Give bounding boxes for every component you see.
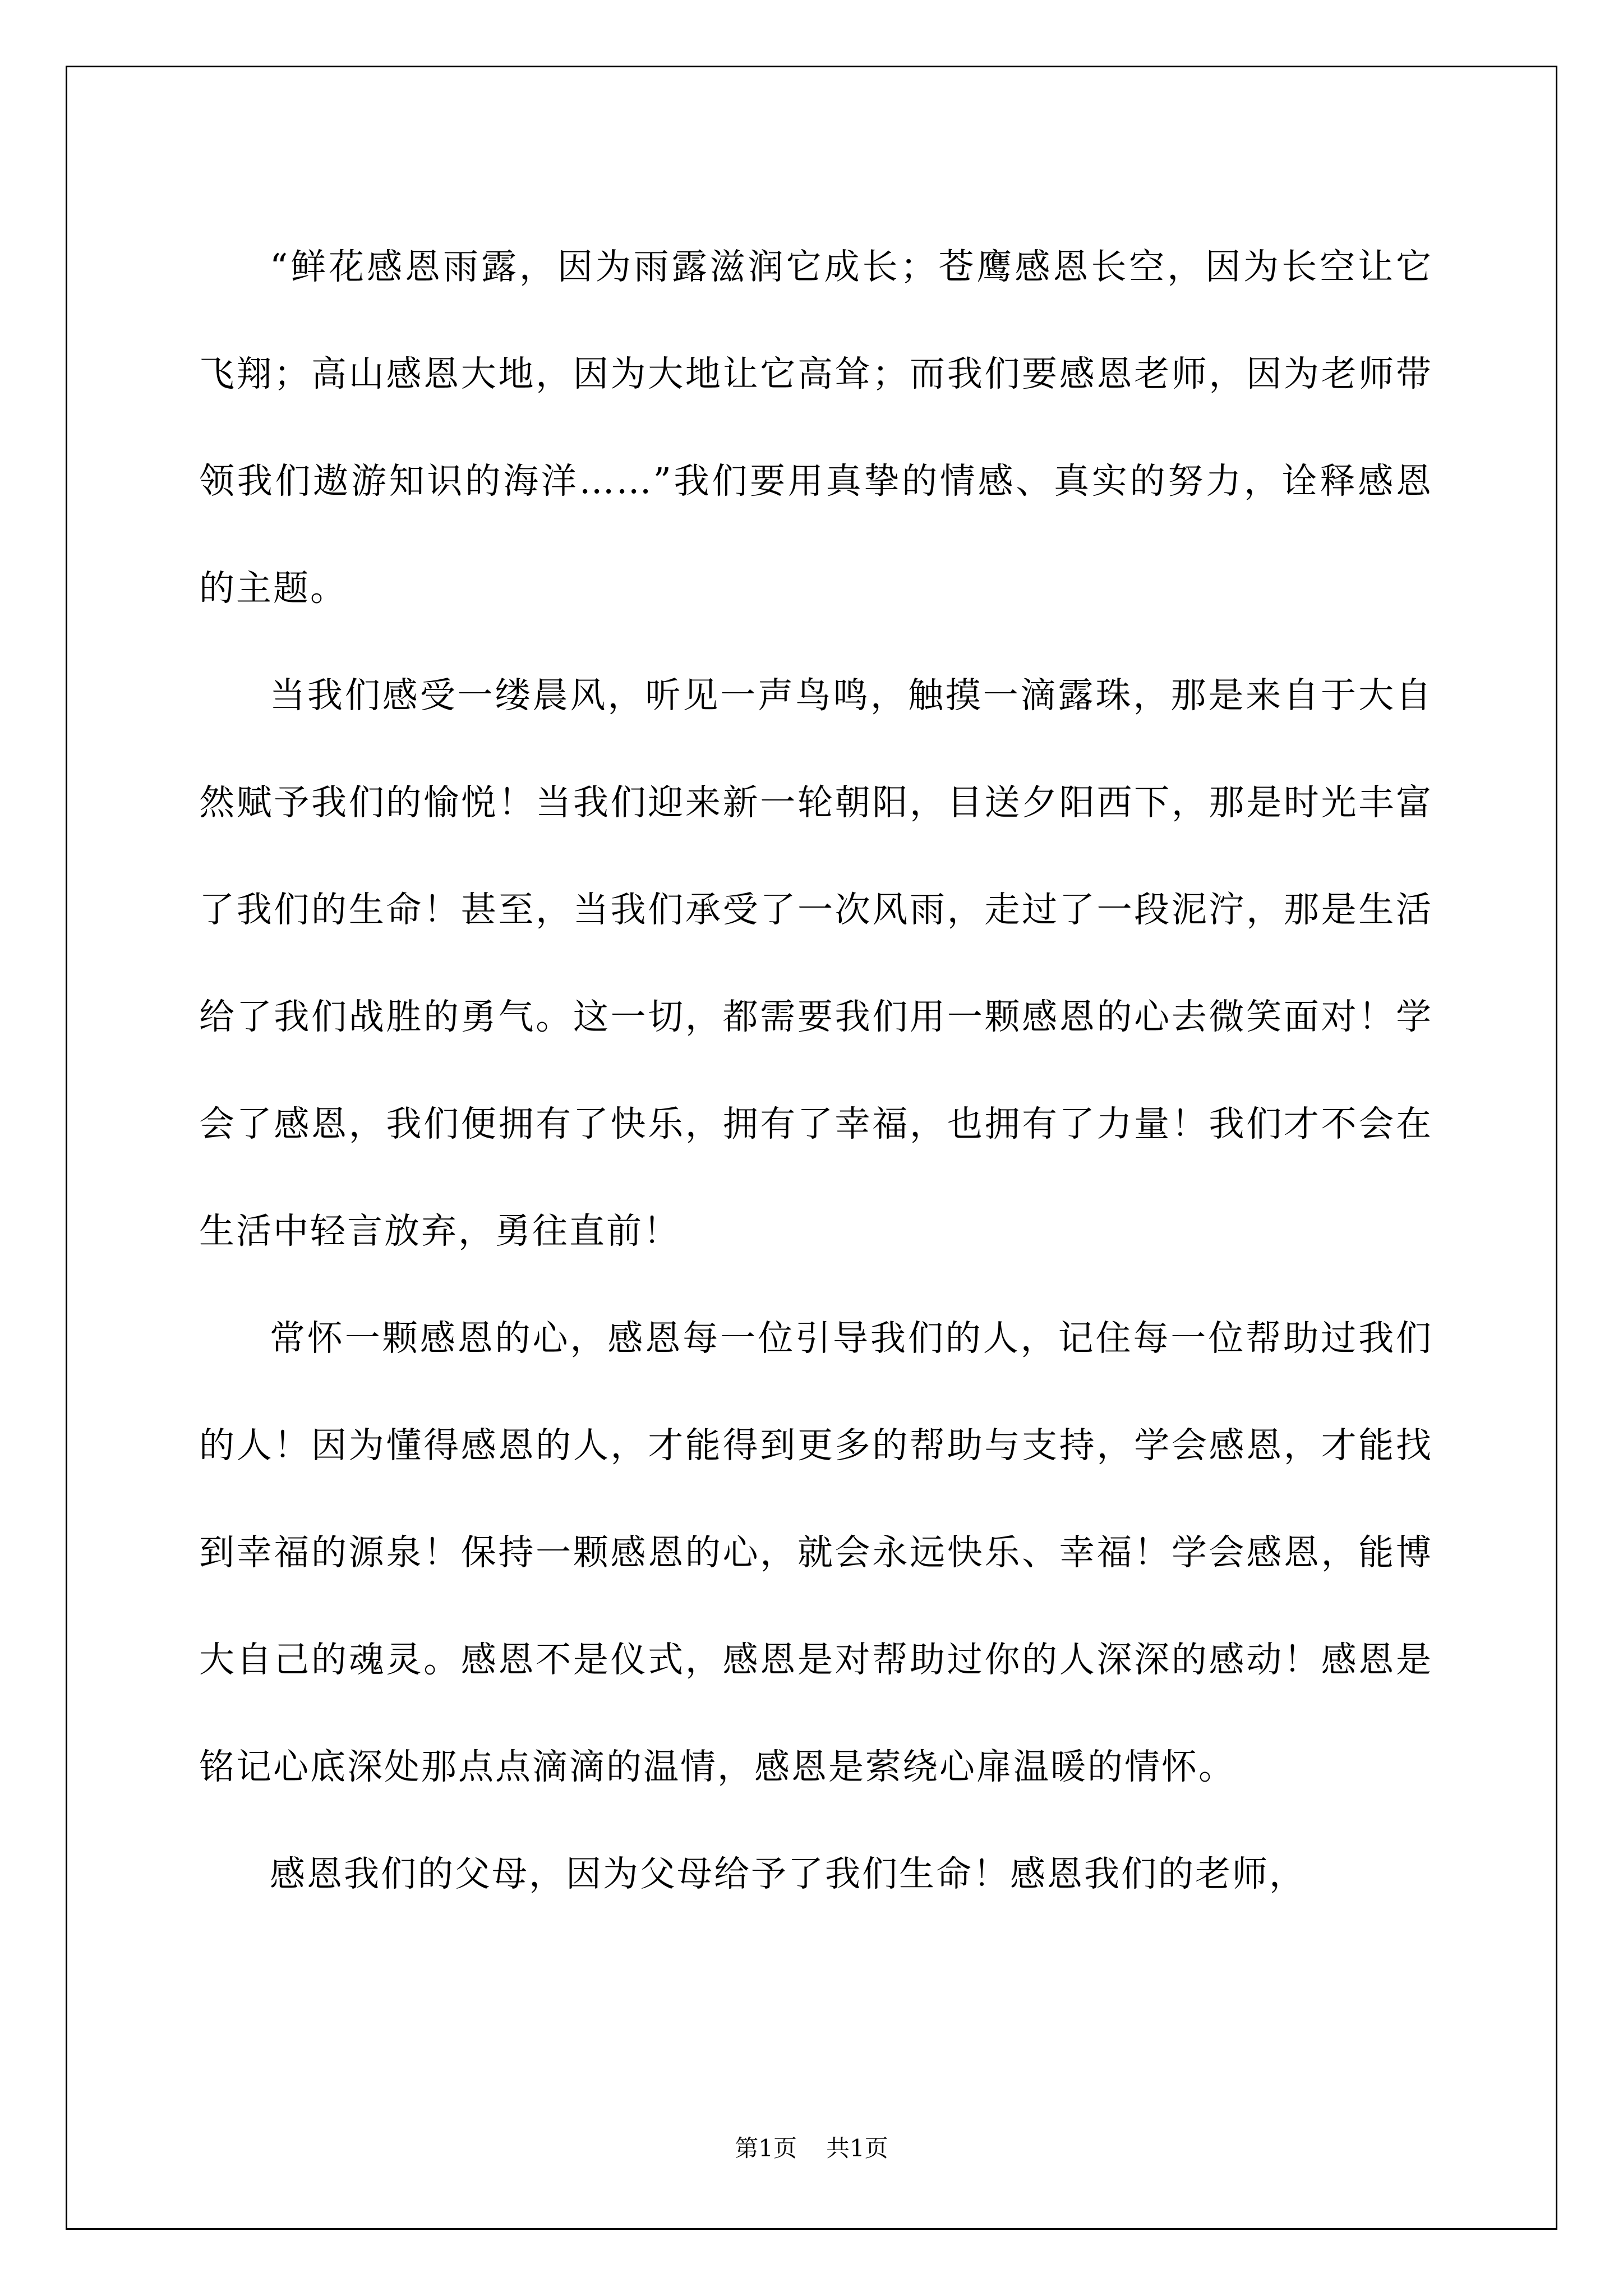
paragraph-4: 感恩我们的父母，因为父母给予了我们生命！感恩我们的老师， — [270, 1853, 1306, 1894]
page-footer — [0, 2132, 1623, 2165]
page-total: 共1页 — [826, 2134, 888, 2162]
document-body — [199, 213, 1433, 1927]
paragraph-2: 当我们感受一缕晨风，听见一声鸟鸣，触摸一滴露珠，那是来自于大自然赋予我们的愉悦！当我们迎来新一轮朝阳，目送夕阳西下，那是时光丰富了我们的生命！甚至，当我们承受了一次风雨，走过了一段泥泞，那是生活给了我们战胜的勇气。这一切，都需要我们用一颗感恩的心去微笑面对！学会了感恩，我们便拥有了快乐，拥有了幸福，也拥有了力量！我们才不会在生活中轻言放弃，勇往直前！ — [199, 675, 1433, 1251]
paragraph-3: 常怀一颗感恩的心，感恩每一位引导我们的人，记住每一位帮助过我们的人！因为懂得感恩的人，才能得到更多的帮助与支持，学会感恩，才能找到幸福的源泉！保持一颗感恩的心，就会永远快乐、幸福！学会感恩，能博大自己的魂灵。感恩不是仪式，感恩是对帮助过你的人深深的感动！感恩是铭记心底深处那点点滴滴的温情，感恩是萦绕心扉温暖的情怀。 — [199, 1318, 1433, 1787]
page-number: 第1页 — [735, 2134, 797, 2162]
paragraph-1: “鲜花感恩雨露，因为雨露滋润它成长；苍鹰感恩长空，因为长空让它飞翔；高山感恩大地，因为大地让它高耸；而我们要感恩老师，因为老师带领我们遨游知识的海洋……”我们要用真挚的情感、真实的努力，诠释感恩的主题。 — [199, 246, 1433, 609]
